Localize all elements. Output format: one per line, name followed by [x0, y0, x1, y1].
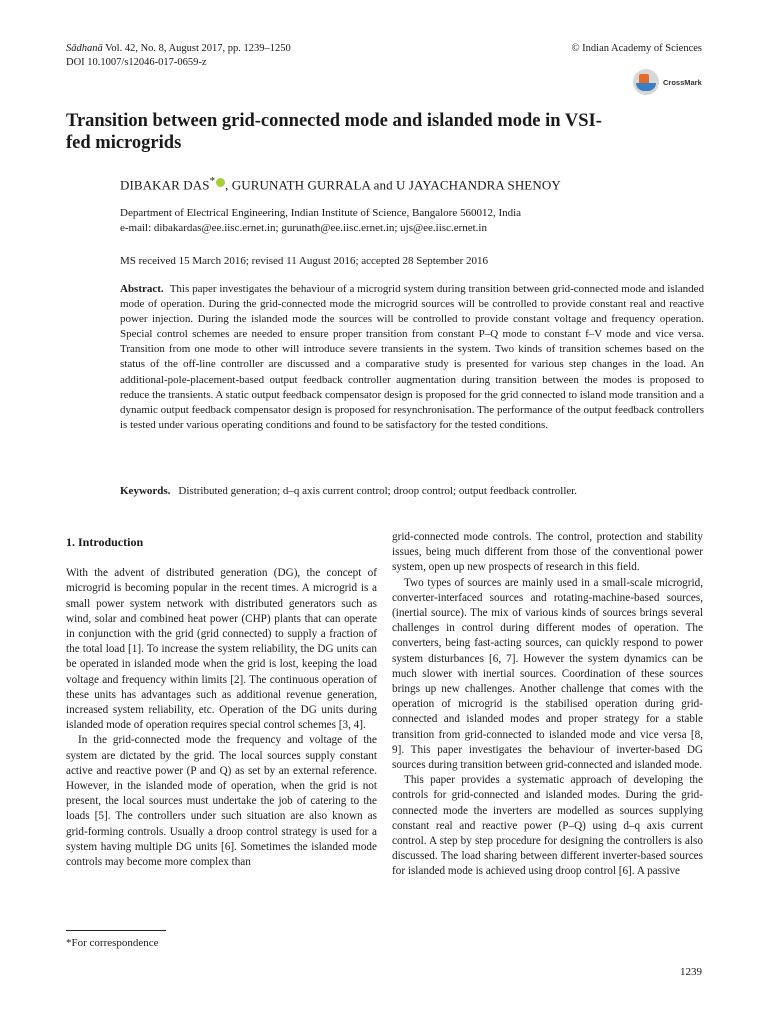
- journal-citation: [66, 42, 291, 69]
- author-first: DIBAKAR DAS: [120, 177, 210, 193]
- author-rest: , GURUNATH GURRALA and U JAYACHANDRA SHENOY: [225, 177, 561, 193]
- publisher: © Indian Academy of Sciences: [571, 43, 702, 54]
- paragraph: This paper provides a systematic approach of developing the controls for grid-connected and islanded modes. During the grid-connected mode the inverters are modelled as sources supplying constant real and reactive power (P–Q) using d–q axis current control. A step by step procedure for designing the controllers is also discussed. The load sharing between different inverter-based sources for islanded mode is achieved using droop control [6]. A passive: [392, 774, 703, 878]
- section-heading: 1. Introduction: [66, 535, 144, 549]
- keywords: [120, 485, 704, 497]
- right-column: [392, 530, 703, 880]
- received-dates: MS received 15 March 2016; revised 11 August 2016; accepted 28 September 2016: [120, 255, 489, 267]
- orcid-icon[interactable]: [216, 178, 225, 187]
- abstract: [120, 282, 704, 433]
- crossmark-icon: [633, 69, 659, 95]
- footnote: *For correspondence: [66, 937, 159, 949]
- citation-text: Vol. 42, No. 8, August 2017, pp. 1239–1250: [102, 43, 291, 54]
- paper-title: Transition between grid-connected mode and islanded mode in VSI-fed microgrids: [66, 111, 602, 153]
- paragraph: With the advent of distributed generation (DG), the concept of microgrid is becoming popular in the recent times. A microgrid is a small power system network with distributed generators such as wind, solar and combined heat power (CHP) plants that can operate in conjunction with the grid (grid connected) to supply a fraction of the total load [1]. To increase the system reliability, the DG units can be operated in islanded mode when the grid is lost, keeping the load voltage and frequency within limits [2]. The continuous operation of these units has advantages such as additional revenue generation, increased system reliability, etc. Operation of the DG units during islanded mode of operation requires special control schemes [3, 4].: [66, 567, 377, 732]
- affiliation: [120, 206, 521, 236]
- footnote-divider: [66, 930, 166, 931]
- crossmark-label: CrossMark: [663, 77, 702, 87]
- journal-name: Sādhanā: [66, 43, 103, 54]
- author-list: [120, 175, 561, 193]
- left-column: [66, 530, 377, 870]
- paragraph: grid-connected mode controls. The control, protection and stability issues, being much different from those of the conventional power system, open up new prospects of research in this field.: [392, 531, 703, 574]
- correspondence-mark: *: [209, 175, 216, 187]
- abstract-label: Abstract.: [120, 283, 164, 295]
- paragraph: Two types of sources are mainly used in a small-scale microgrid, converter-interfaced sources and rotating-machine-based sources, (inertial source). The mix of various kinds of sources brings several challenges in control during different modes of operation. The converters, being fast-acting sources, can quickly respond to power system disturbances [6, 7]. However the system dynamics can be much slower with inertial sources. Coordination of these sources brings up new challenges. Another challenge that comes with the operation of microgrid is the stabilised operation during grid-connected and islanded modes and proper strategy for a stable transition from grid-connected to islanded mode and vice versa [8, 9]. This paper investigates the behaviour of inverter-based DG sources during transition between grid-connected and islanded mode.: [392, 576, 703, 772]
- paragraph: In the grid-connected mode the frequency and voltage of the system are dictated by the grid. The local sources supply constant active and reactive power (P and Q) as set by an external reference. However, in the islanded mode of operation, when the grid is not present, the local sources must undertake the job of catering to the loads [5]. The controllers under such situation are also known as grid-forming controls. Usually a droop control strategy is used for a system having multiple DG units [6]. Sometimes the islanded mode controls may become more complex than: [66, 734, 377, 869]
- affiliation-line: Department of Electrical Engineering, Indian Institute of Science, Bangalore 560012, India: [120, 207, 522, 219]
- keywords-label: Keywords.: [120, 485, 171, 497]
- page-number: 1239: [680, 966, 702, 978]
- crossmark-badge[interactable]: [633, 66, 703, 98]
- doi[interactable]: DOI 10.1007/s12046-017-0659-z: [66, 56, 207, 68]
- abstract-text: This paper investigates the behaviour of a microgrid system during transition between grid-connected mode and islanded mode of operation. During the grid-connected mode the microgrid sources will be controlled to provide constant real and reactive power injection. During the islanded mode the sources will be controlled to provide constant voltage and frequency operation. Special control schemes are needed to ensure proper transition from constant P–Q mode to constant f–V mode and vice versa. Transition from one mode to other will introduce severe transients in the system. Two kinds of transition schemes based on the status of the off-line controller are discussed and a comparative study is presented for various step changes in the load. An additional-pole-placement-based output feedback controller augmentation during transition between the modes is proposed to reduce the transients. A static output feedback compensator design is proposed for the grid connected to island mode transition and a dynamic output feedback compensator design is proposed for resynchronisation. The performance of the output feedback controllers is tested under various operating conditions and found to be satisfactory for the tested conditions.: [120, 283, 704, 431]
- email-line: e-mail: dibakardas@ee.iisc.ernet.in; gurunath@ee.iisc.ernet.in; ujs@ee.iisc.ernet.in: [120, 222, 487, 234]
- keywords-text: Distributed generation; d–q axis current control; droop control; output feedback controller.: [178, 485, 578, 497]
